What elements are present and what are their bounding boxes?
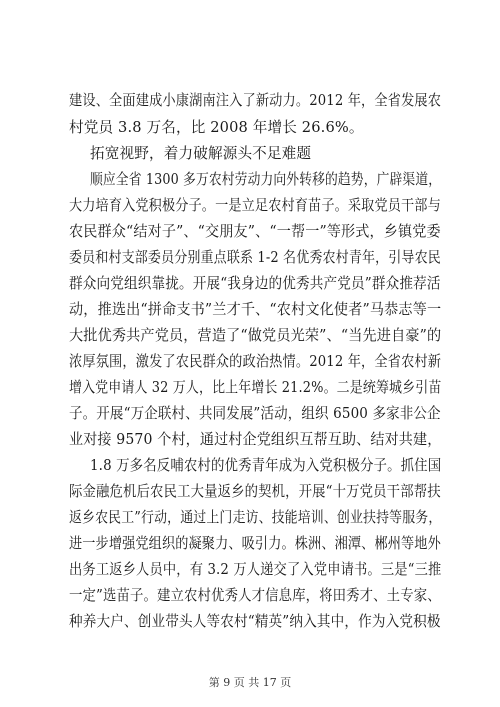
body-text-line: 顺应全省 1300 多万农村劳动力向外转移的趋势，广辟渠道， (90, 171, 442, 188)
body-text-line: 群众向党组织靠拢。开展“我身边的优秀共产党员”群众推荐活 (69, 275, 441, 292)
page-footer: 第 9 页 共 17 页 (208, 676, 292, 689)
body-text-line: 大批优秀共产党员，营造了“做党员光荣”、“当先进自豪”的 (69, 327, 442, 344)
body-text-line: 一定”选苗子。建立农村优秀人才信息库，将田秀才、土专家、 (69, 587, 441, 604)
body-text-line: 业对接 9570 个村，通过村企党组织互帮互助、结对共建， (69, 431, 442, 448)
body-text-line: 村党员 3.8 万名，比 2008 年增长 26.6%。 (69, 119, 364, 136)
body-text-line: 子。开展“万企联村、共同发展”活动，组织 6500 多家非公企 (69, 405, 441, 422)
body-text-line: 际金融危机后农民工大量返乡的契机，开展“十万党员干部帮扶 (69, 483, 441, 500)
section-heading: 拓宽视野，着力破解源头不足难题 (90, 145, 312, 162)
body-text-line: 1.8 万多名反哺农村的优秀青年成为入党积极分子。抓住国 (90, 457, 442, 474)
body-text-line: 种养大户、创业带头人等农村“精英”纳入其中，作为入党积极 (69, 613, 441, 630)
body-text-line: 浓厚氛围，激发了农民群众的政治热情。2012 年，全省农村新 (69, 353, 442, 370)
body-text-line: 出务工返乡人员中，有 3.2 万人递交了入党申请书。三是“三推 (69, 561, 442, 578)
body-text-line: 返乡农民工”行动，通过上门走访、技能培训、创业扶持等服务， (69, 509, 442, 526)
body-text-line: 进一步增强党组织的凝聚力、吸引力。株洲、湘潭、郴州等地外 (69, 535, 441, 552)
body-text-line: 大力培育入党积极分子。一是立足农村育苗子。采取党员干部与 (69, 197, 441, 214)
body-text-line: 委员和村支部委员分别重点联系 1-2 名优秀农村青年，引导农民 (69, 249, 441, 266)
body-text-line: 增入党申请人 32 万人，比上年增长 21.2%。二是统筹城乡引苗 (69, 379, 442, 396)
body-text-line: 建设、全面建成小康湖南注入了新动力。2012 年，全省发展农 (69, 92, 442, 109)
body-text-line: 农民群众“结对子”、“交朋友”、“一帮一”等形式，乡镇党委 (69, 223, 441, 240)
body-text-line: 动，推选出“拼命支书”兰才千、“农村文化使者”马恭志等一 (69, 301, 442, 318)
